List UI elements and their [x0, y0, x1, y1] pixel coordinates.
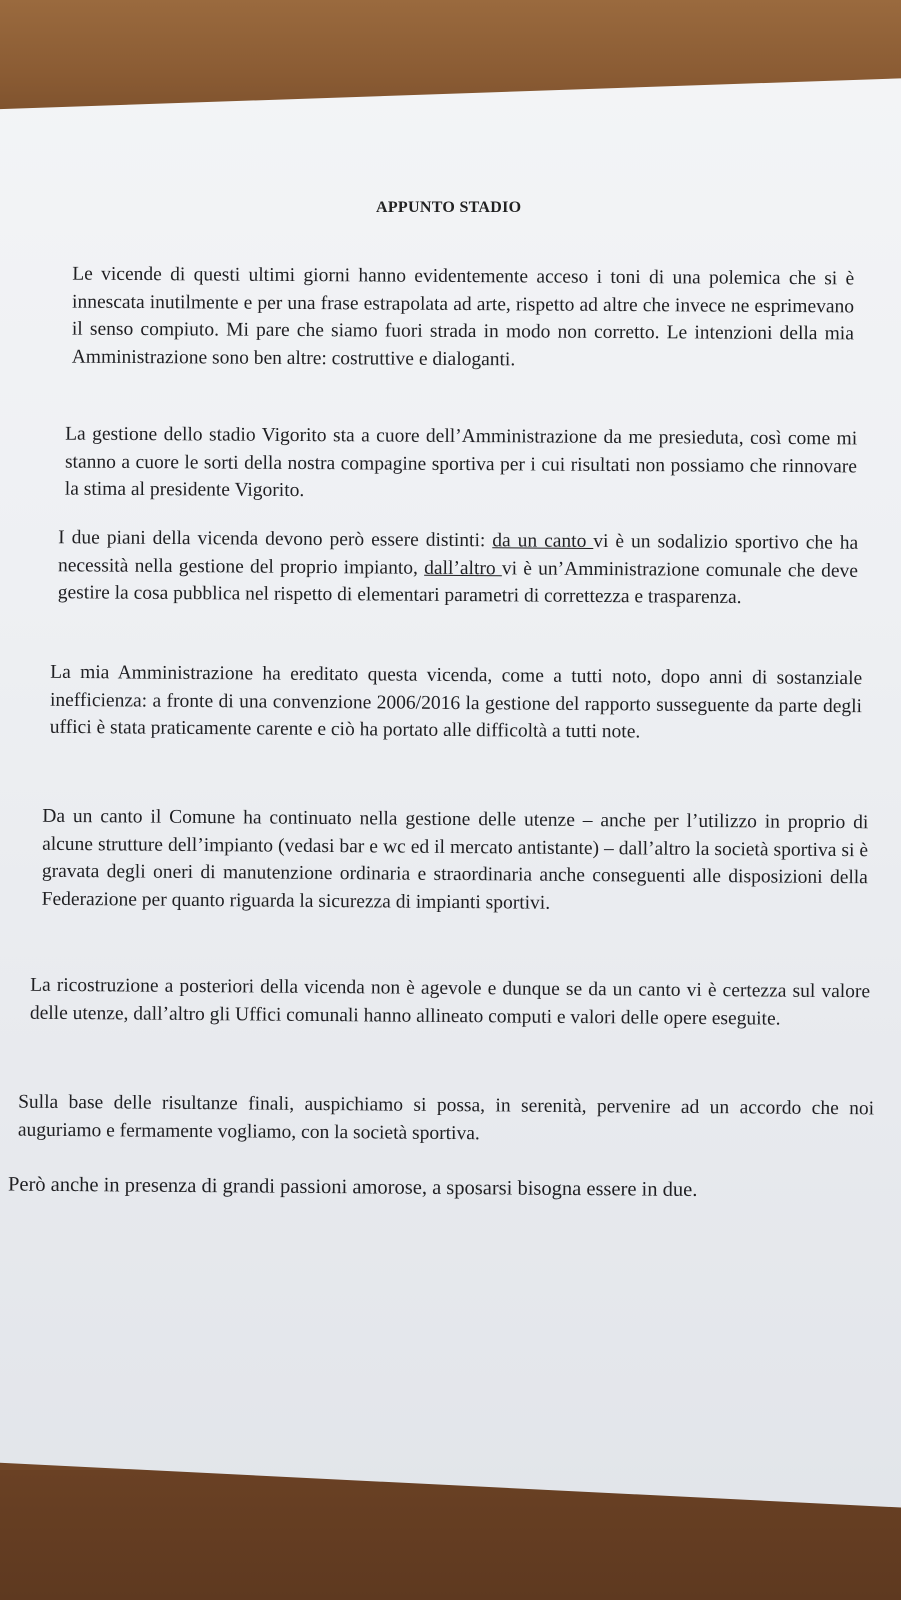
paragraph-1: Le vicende di questi ultimi giorni hanno evidentemente acceso i toni di una polemica che si è innescata inutilmente e per una frase estrapolata ad arte, rispetto ad altre che invece ne esprimevano il senso compiuto. Mi pare che siamo fuori strada in modo non corretto. Le intenzioni della mia Amministrazione sono ben altre: costruttive e dialoganti. — [71, 263, 855, 370]
paragraph-3-part-3: vi è un’Amministrazione comunale che deve gestire la cosa pubblica nel rispetto di elementari parametri di correttezza e trasparenza. — [57, 557, 859, 608]
paragraph-3 — [58, 524, 859, 612]
document-title: APPUNTO STADIO — [376, 199, 522, 216]
underlined-dall-altro: dall’altro — [424, 557, 502, 579]
paragraph-8: Però anche in presenza di grandi passioni amorose, a sposarsi bisogna essere in due. — [7, 1173, 698, 1201]
underlined-da-un-canto: da un canto — [492, 530, 594, 552]
paragraph-5: Da un canto il Comune ha continuato nella gestione delle utenze – anche per l’utilizzo in proprio di alcune strutture dell’impianto (vedasi bar e wc ed il mercato antistante) – dall’altro la società sportiva si è gravata degli oneri di manutenzione ordinaria e straordinaria anche conseguenti alle disposizioni della Federazione per quanto riguarda la sicurezza di impianti sportivi. — [41, 805, 869, 914]
paragraph-7: Sulla base delle risultanze finali, auspichiamo si possa, in serenità, pervenire ad un accordo che noi auguriamo e fermamente vogliamo, con la società sportiva. — [17, 1091, 875, 1144]
paragraph-2: La gestione dello stadio Vigorito sta a cuore dell’Amministrazione da me presieduta, così come mi stanno a cuore le sorti della nostra compagine sportiva per i cui risultati non possiamo che rinnovare la stima al presidente Vigorito. — [64, 423, 858, 502]
paragraph-3-part-1: I due piani della vicenda devono però essere distinti: — [58, 527, 493, 552]
paragraph-4: La mia Amministrazione ha ereditato questa vicenda, come a tutti noto, dopo anni di sostanziale inefficienza: a fronte di una convenzione 2006/2016 la gestione del rapporto susseguente da parte degli uffici è stata praticamente carente e ciò ha portato alle difficoltà a tutti note. — [49, 661, 863, 743]
paragraph-6: La ricostruzione a posteriori della vicenda non è agevole e dunque se da un canto vi è certezza sul valore delle utenze, dall’altro gli Uffici comunali hanno allineato computi e valori delle opere eseguite. — [29, 974, 871, 1030]
paragraph-3-part-2: vi è un sodalizio sportivo che ha necessità nella gestione del proprio impianto, — [57, 530, 859, 579]
